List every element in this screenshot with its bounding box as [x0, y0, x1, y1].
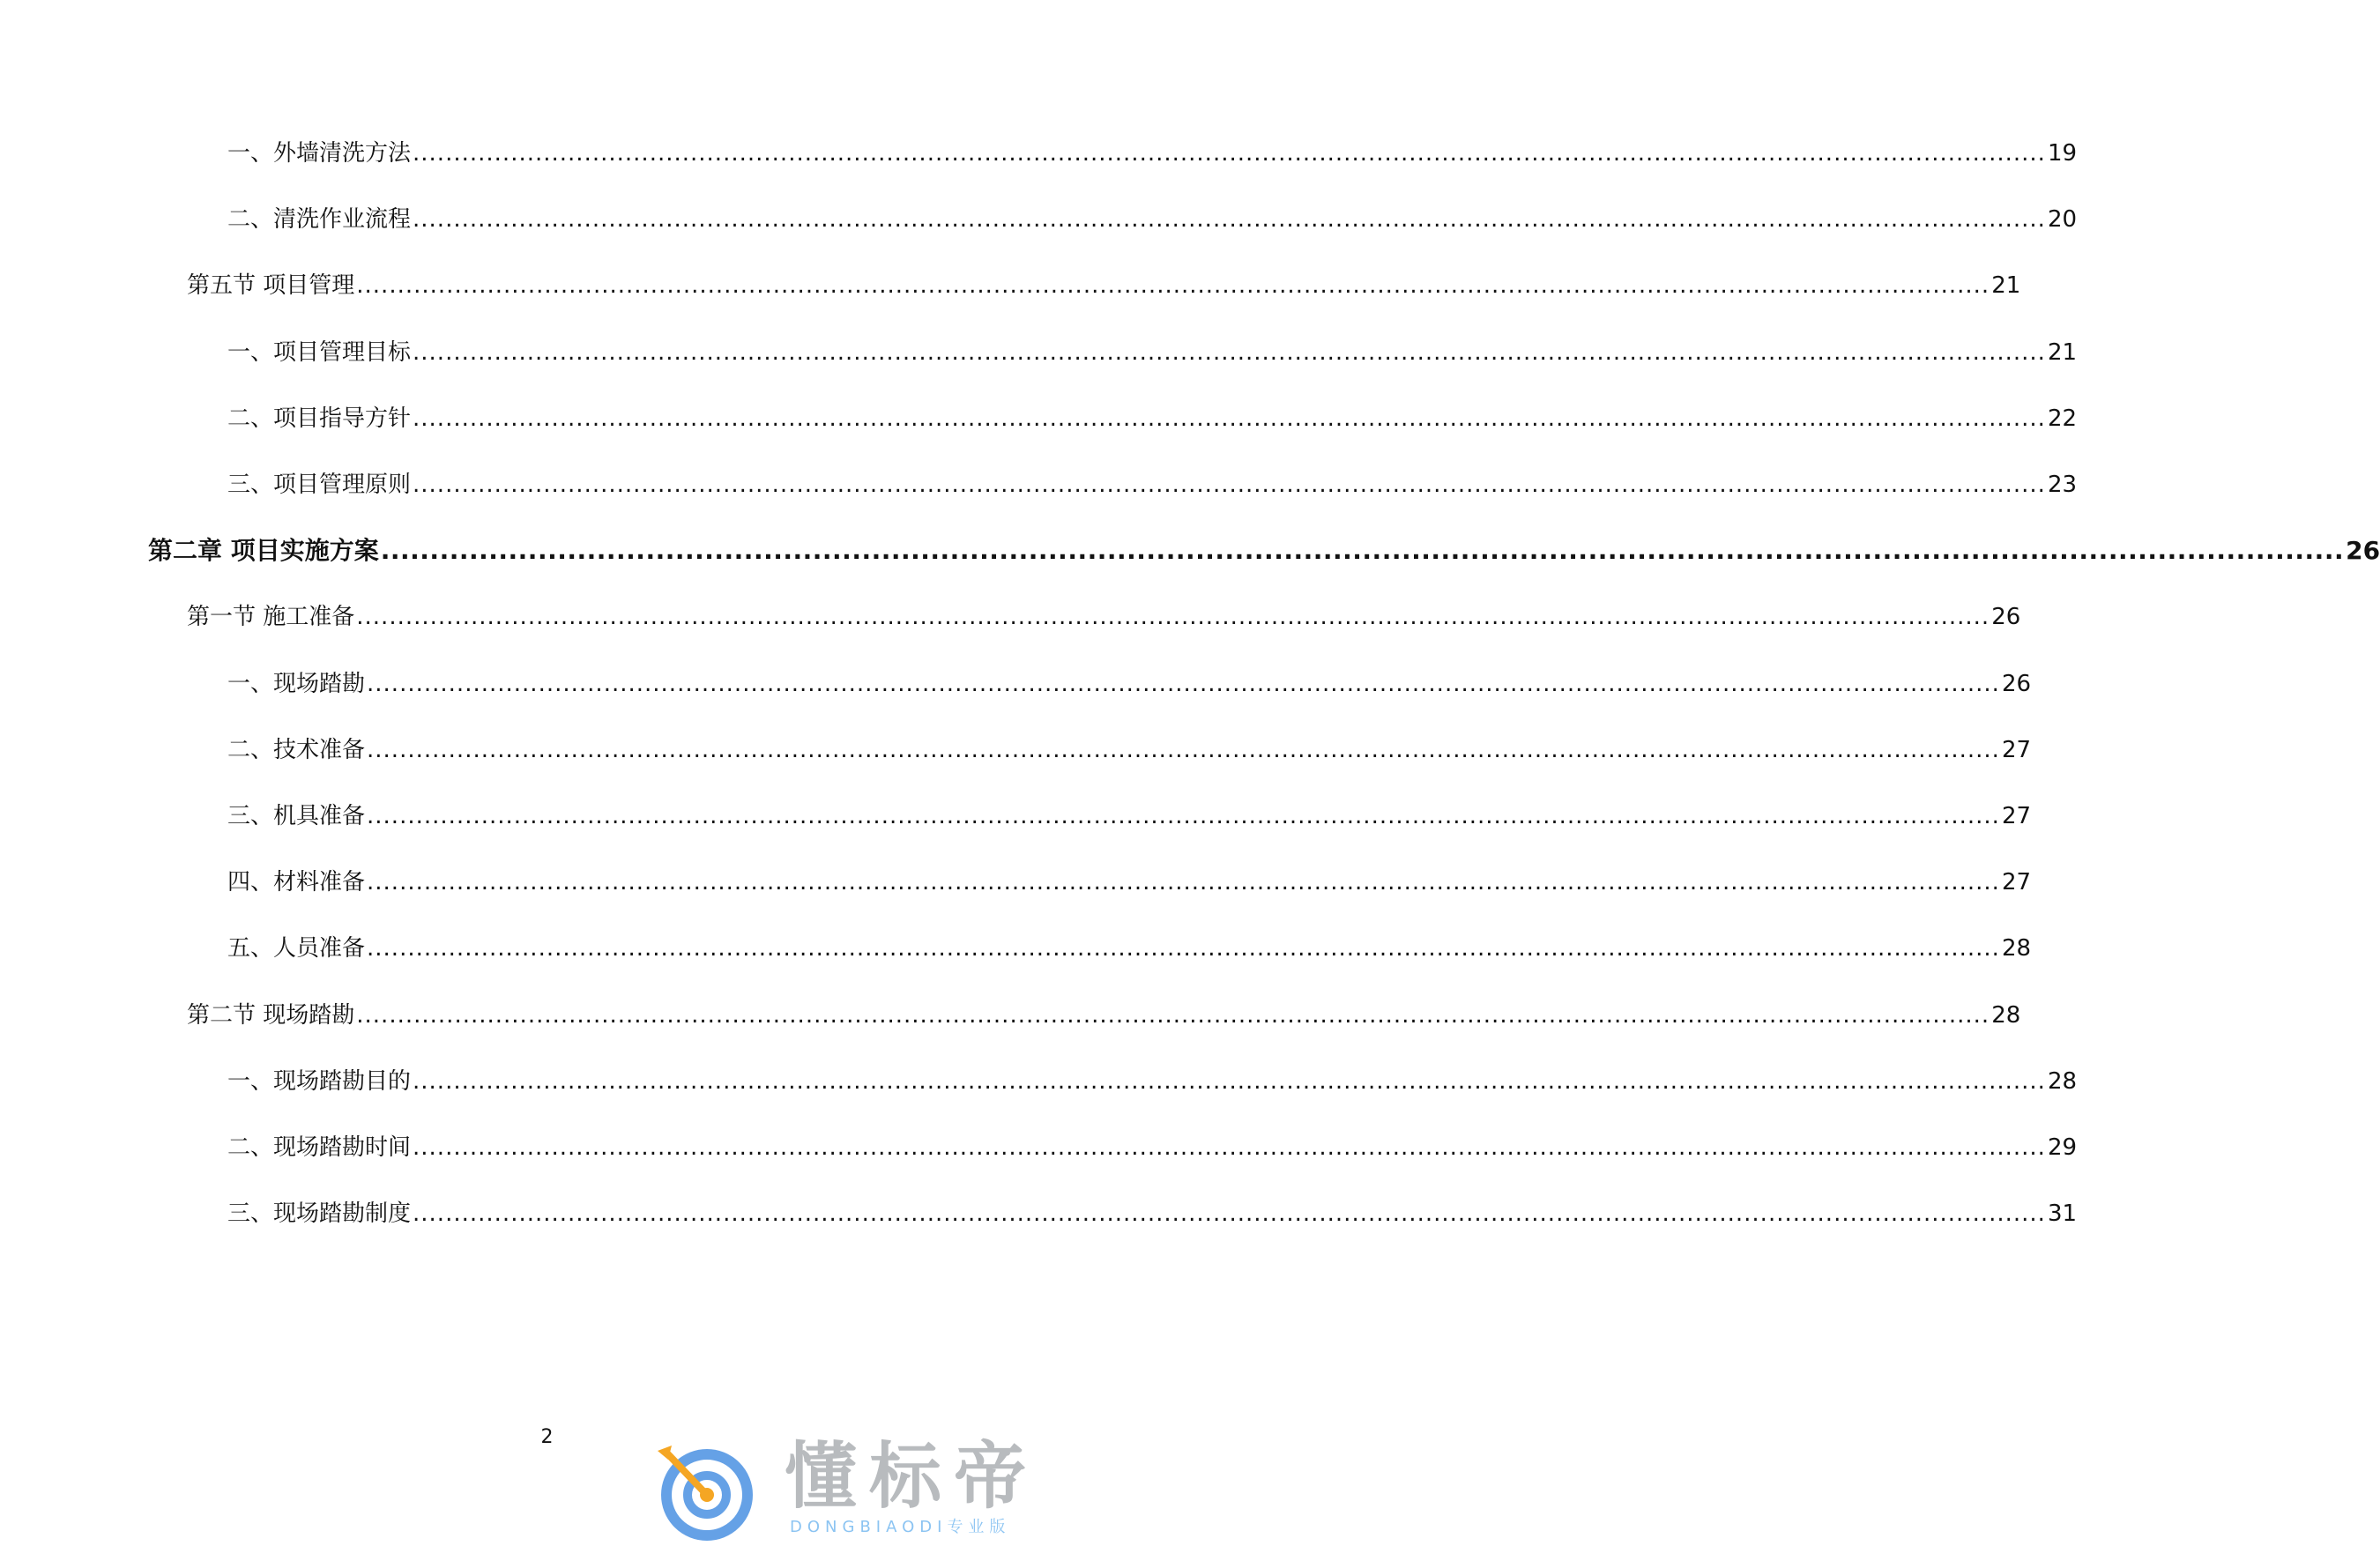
toc-entry-page: 28 [2047, 1067, 2078, 1095]
target-arrow-icon [652, 1442, 758, 1541]
toc-dot-leader: ........................................................................................................................................................................................................ [367, 670, 2000, 697]
toc-entry[interactable] [227, 799, 2032, 834]
toc-entry-page: 27 [2001, 736, 2032, 763]
toc-entry-page: 28 [1991, 1001, 2021, 1029]
brand-edition: 专业版 [947, 1518, 1011, 1536]
toc-entry-page: 27 [2001, 803, 2032, 829]
toc-entry[interactable] [187, 599, 2021, 635]
toc-entry-title: 一、外墙清洗方法 [227, 140, 412, 167]
brand-name: 懂标帝 [785, 1435, 1039, 1519]
toc-entry-title: 二、清洗作业流程 [227, 206, 412, 234]
toc-entry[interactable] [227, 931, 2032, 966]
toc-entry-page: 22 [2047, 405, 2078, 432]
toc-dot-leader: ........................................................................................................................................................................................................ [413, 1200, 2046, 1228]
toc-entry-title: 二、项目指导方针 [227, 405, 412, 432]
toc-entry-title: 三、项目管理原则 [227, 472, 412, 498]
toc-entry-title: 一、现场踏勘 [227, 670, 366, 697]
toc-entry[interactable] [227, 136, 2078, 171]
toc-dot-leader: ........................................................................................................................................................................................................ [413, 206, 2046, 234]
toc-entry-page: 28 [2001, 935, 2032, 963]
toc-dot-leader: ........................................................................................................................................................................................................ [367, 803, 2000, 829]
toc-entry-page: 21 [1991, 272, 2021, 300]
toc-entry[interactable] [187, 268, 2021, 303]
toc-dot-leader: ........................................................................................................................................................................................................ [367, 869, 2000, 896]
toc-dot-leader: ........................................................................................................................................................................................................ [380, 536, 2345, 566]
toc-entry[interactable] [227, 1196, 2078, 1231]
toc-entry[interactable] [227, 865, 2032, 900]
toc-entry-page: 27 [2001, 869, 2032, 896]
toc-entry-page: 31 [2047, 1200, 2078, 1228]
toc-entry[interactable] [187, 998, 2021, 1033]
toc-entry-title: 二、技术准备 [227, 736, 366, 763]
toc-dot-leader: ........................................................................................................................................................................................................ [356, 604, 1990, 631]
toc-entry-title: 第五节 项目管理 [187, 272, 355, 300]
toc-entry[interactable] [227, 732, 2032, 768]
toc-dot-leader: ........................................................................................................................................................................................................ [356, 1001, 1990, 1029]
toc-entry-page: 19 [2047, 140, 2078, 167]
toc-dot-leader: ........................................................................................................................................................................................................ [413, 338, 2046, 366]
toc-dot-leader: ........................................................................................................................................................................................................ [413, 472, 2046, 498]
toc-entry-title: 一、现场踏勘目的 [227, 1067, 412, 1095]
toc-entry-title: 第一节 施工准备 [187, 604, 355, 631]
toc-dot-leader: ........................................................................................................................................................................................................ [413, 1134, 2046, 1161]
toc-entry[interactable] [227, 202, 2078, 237]
toc-entry-page: 26 [2001, 670, 2032, 697]
toc-entry-title: 一、项目管理目标 [227, 338, 412, 366]
toc-entry-title: 第二章 项目实施方案 [148, 536, 379, 566]
toc-entry[interactable] [227, 666, 2032, 702]
toc-entry[interactable] [227, 467, 2078, 502]
toc-entry-title: 三、现场踏勘制度 [227, 1200, 412, 1228]
toc-entry-page: 26 [1991, 604, 2021, 631]
toc-entry-page: 29 [2047, 1134, 2078, 1161]
toc-entry[interactable] [227, 1064, 2078, 1099]
toc-entry[interactable] [227, 401, 2078, 436]
toc-entry[interactable] [227, 335, 2078, 370]
toc-entry-title: 四、材料准备 [227, 869, 366, 896]
toc-dot-leader: ........................................................................................................................................................................................................ [413, 405, 2046, 432]
toc-entry-page: 26 [2346, 536, 2380, 566]
toc-entry[interactable] [227, 1130, 2078, 1165]
brand-watermark [652, 1435, 1075, 1541]
toc-dot-leader: ........................................................................................................................................................................................................ [367, 736, 2000, 763]
toc-entry[interactable] [148, 533, 2380, 569]
page-number: 2 [540, 1426, 554, 1448]
toc-entry-page: 20 [2047, 206, 2078, 234]
brand-pinyin: DONGBIAODI [790, 1518, 948, 1536]
toc-entry-title: 二、现场踏勘时间 [227, 1134, 412, 1161]
brand-subtitle [790, 1518, 1010, 1537]
toc-entry-page: 21 [2047, 338, 2078, 366]
toc-entry-page: 23 [2047, 472, 2078, 498]
toc-dot-leader: ........................................................................................................................................................................................................ [413, 140, 2046, 167]
toc-dot-leader: ........................................................................................................................................................................................................ [356, 272, 1990, 300]
toc-dot-leader: ........................................................................................................................................................................................................ [413, 1067, 2046, 1095]
toc-entry-title: 三、机具准备 [227, 803, 366, 829]
toc-entry-title: 第二节 现场踏勘 [187, 1001, 355, 1029]
toc-dot-leader: ........................................................................................................................................................................................................ [367, 935, 2000, 963]
toc-entry-title: 五、人员准备 [227, 935, 366, 963]
